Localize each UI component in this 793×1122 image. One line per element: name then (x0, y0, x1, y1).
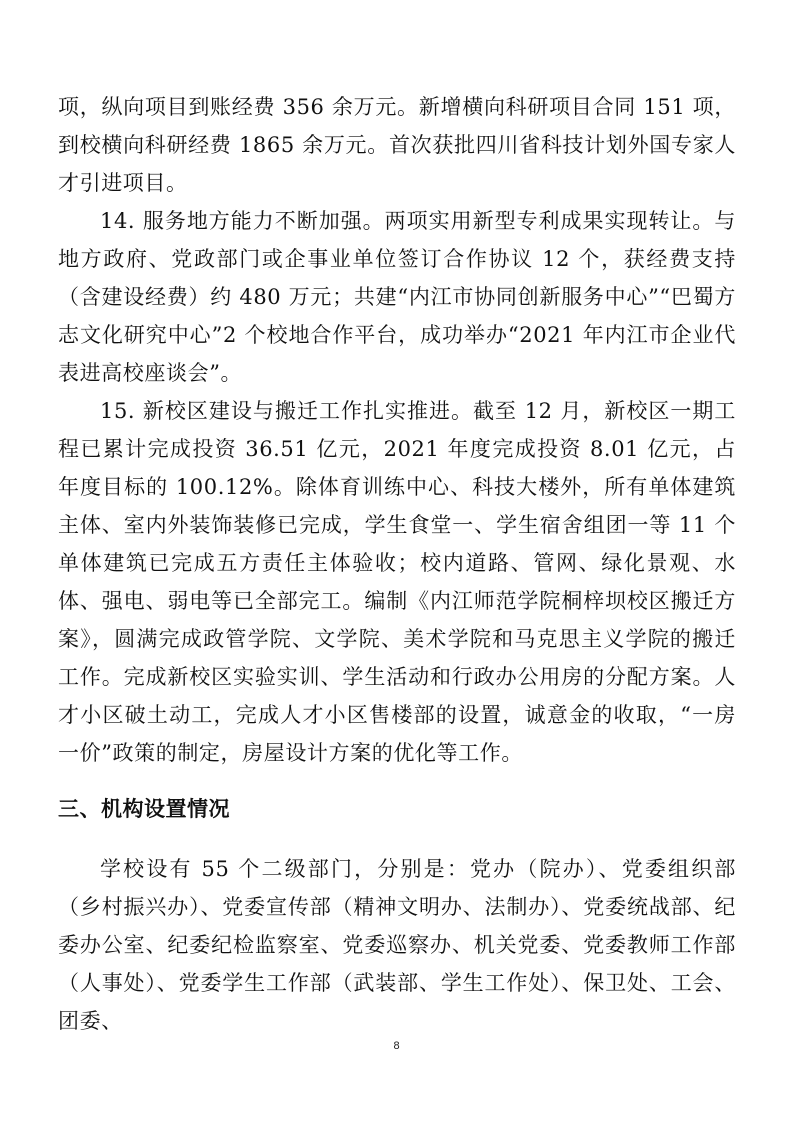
section-title: 三、机构设置情况 (58, 797, 230, 821)
page-number: 8 (393, 1040, 400, 1052)
paragraph-new-campus: 15. 新校区建设与搬迁工作扎实推进。截至 12 月，新校区一期工程已累计完成投资 36.51 亿元，2021 年度完成投资 8.01 亿元，占年度目标的 100.12%。除体育训练中心、科技大楼外，所有单体建筑主体、室内外装饰装修已完成，学生食堂一、学生宿舍组团一等 11 个单体建筑已完成五方责任主体验收；校内道路、管网、绿化景观、水体、强电、弱电等已全部完工。编制《内江师范学院桐梓坝校区搬迁方案》，圆满完成政管学院、文学院、美术学院和马克思主义学院的搬迁工作。完成新校区实验实训、学生活动和行政办公用房的分配方案。人才小区破土动工，完成人才小区售楼部的设置，诚意金的收取，“一房一价”政策的制定，房屋设计方案的优化等工作。 (58, 399, 736, 765)
document-body (58, 88, 736, 1040)
paragraph-research-funding: 项，纵向项目到账经费 356 余万元。新增横向科研项目合同 151 项，到校横向科研经费 1865 余万元。首次获批四川省科技计划外国专家人才引进项目。 (58, 95, 736, 195)
paragraph-service-capability: 14. 服务地方能力不断加强。两项实用新型专利成果实现转让。与地方政府、党政部门或企事业单位签订合作协议 12 个，获经费支持（含建设经费）约 480 万元；共建“内江市协同创新服务中心”“巴蜀方志文化研究中心”2 个校地合作平台，成功举办“2021 年内江市企业代表进高校座谈会”。 (58, 209, 736, 385)
section-spacer (58, 772, 736, 780)
paragraph-departments: 学校设有 55 个二级部门，分别是：党办（院办）、党委组织部（乡村振兴办）、党委宣传部（精神文明办、法制办）、党委统战部、纪委办公室、纪委纪检监察室、党委巡察办、机关党委、党委教师工作部（人事处）、党委学生工作部（武装部、学生工作处）、保卫处、工会、团委、 (58, 857, 736, 1033)
